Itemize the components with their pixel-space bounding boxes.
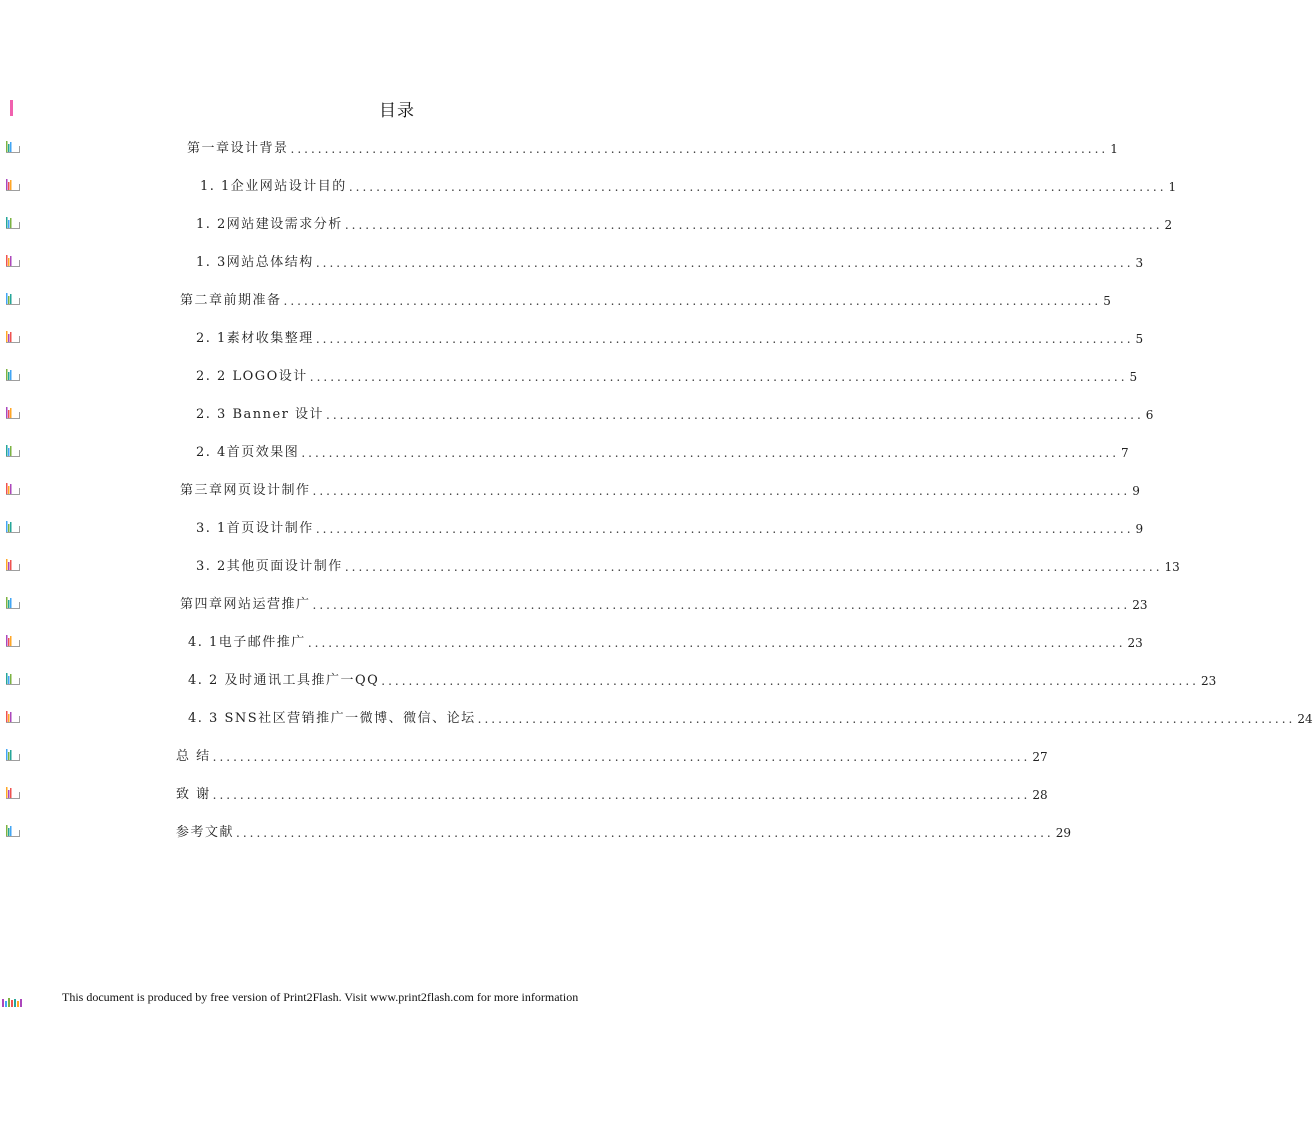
paragraph-marker-icon — [5, 216, 21, 230]
toc-entry[interactable] — [196, 212, 1173, 232]
toc-leader-dots: ........................................................................................................................ — [344, 218, 1163, 232]
toc-entry-page: 23 — [1201, 674, 1217, 688]
toc-entry-label: 1. 3网站总体结构 — [196, 255, 314, 270]
paragraph-marker-icon — [5, 672, 21, 686]
toc-entry[interactable] — [200, 174, 1177, 194]
toc-entry-page: 29 — [1055, 826, 1072, 840]
toc-entry-label: 致 谢 — [176, 787, 211, 802]
paragraph-marker-icon — [5, 824, 21, 838]
toc-entry-label: 4. 2 及时通讯工具推广一QQ — [188, 673, 380, 688]
toc-leader-dots: ........................................................................................................................ — [212, 750, 1031, 764]
paragraph-marker-icon — [5, 368, 21, 382]
print2flash-logo-icon — [2, 992, 24, 1002]
toc-entry-page: 6 — [1145, 408, 1154, 422]
toc-leader-dots: ........................................................................................................................ — [348, 180, 1167, 194]
toc-leader-dots: ........................................................................................................................ — [315, 522, 1134, 536]
paragraph-marker-icon — [5, 178, 21, 192]
toc-leader-dots: ........................................................................................................................ — [236, 826, 1054, 840]
toc-entry[interactable] — [180, 288, 1111, 308]
toc-entry[interactable] — [187, 136, 1118, 156]
paragraph-marker-icon — [5, 254, 21, 268]
toc-leader-dots: ........................................................................................................................ — [326, 408, 1144, 422]
toc-leader-dots: ........................................................................................................................ — [309, 370, 1128, 384]
toc-entry-page: 13 — [1164, 560, 1180, 574]
toc-entry[interactable] — [180, 592, 1148, 612]
toc-entry-label: 2. 4首页效果图 — [196, 445, 300, 460]
toc-entry-label: 2. 1素材收集整理 — [196, 331, 314, 346]
toc-entry-label: 3. 2其他页面设计制作 — [196, 559, 343, 574]
toc-entry[interactable] — [176, 820, 1072, 840]
paragraph-marker-icon — [5, 140, 21, 154]
toc-entry[interactable] — [196, 250, 1144, 270]
toc-entry-label: 4. 3 SNS社区营销推广一微博、微信、论坛 — [188, 711, 476, 726]
toc-entry-label: 第四章网站运营推广 — [180, 597, 311, 612]
paragraph-marker-icon — [5, 444, 21, 458]
toc-entry-page: 2 — [1164, 218, 1173, 232]
watermark-footer: This document is produced by free version of Print2Flash. Visit www.print2flash.com for more information — [62, 990, 579, 1004]
paragraph-marker-icon — [5, 634, 21, 648]
paragraph-marker-icon — [5, 330, 21, 344]
paragraph-marker-icon — [5, 520, 21, 534]
toc-entry[interactable] — [176, 744, 1048, 764]
toc-entry-label: 3. 1首页设计制作 — [196, 521, 314, 536]
toc-leader-dots: ........................................................................................................................ — [301, 446, 1120, 460]
page-title: 目录 — [379, 101, 415, 121]
toc-entry-label: 1. 1企业网站设计目的 — [200, 179, 347, 194]
toc-entry-label: 1. 2网站建设需求分析 — [196, 217, 343, 232]
toc-entry-page: 27 — [1032, 750, 1048, 764]
toc-entry-label: 参考文献 — [176, 825, 235, 840]
toc-entry-page: 1 — [1168, 180, 1177, 194]
toc-entry-label: 2. 3 Banner 设计 — [196, 407, 325, 422]
toc-entry-page: 9 — [1135, 522, 1144, 536]
toc-leader-dots: ........................................................................................................................ — [477, 712, 1296, 726]
paragraph-marker-icon — [5, 558, 21, 572]
toc-leader-dots: ........................................................................................................................ — [315, 256, 1134, 270]
toc-entry[interactable] — [188, 630, 1143, 650]
toc-entry[interactable] — [188, 706, 1313, 726]
toc-leader-dots: ........................................................................................................................ — [381, 674, 1199, 688]
toc-entry-label: 第二章前期准备 — [180, 293, 282, 308]
paragraph-marker-icon — [5, 406, 21, 420]
paragraph-marker-icon — [5, 482, 21, 496]
toc-leader-dots: ........................................................................................................................ — [315, 332, 1134, 346]
paragraph-marker-icon — [5, 710, 21, 724]
toc-leader-dots: ........................................................................................................................ — [344, 560, 1163, 574]
toc-entry[interactable] — [176, 782, 1048, 802]
toc-entry-label: 总 结 — [176, 749, 211, 764]
toc-entry-label: 2. 2 LOGO设计 — [196, 369, 308, 384]
toc-entry-label: 第一章设计背景 — [187, 141, 289, 156]
toc-entry[interactable] — [180, 478, 1140, 498]
toc-entry-page: 28 — [1032, 788, 1048, 802]
toc-entry-page: 5 — [1129, 370, 1138, 384]
toc-entry-page: 7 — [1121, 446, 1129, 460]
toc-leader-dots: ........................................................................................................................ — [290, 142, 1109, 156]
paragraph-marker-icon — [5, 748, 21, 762]
toc-leader-dots: ........................................................................................................................ — [212, 788, 1031, 802]
toc-entry-label: 4. 1电子邮件推广 — [188, 635, 306, 650]
toc-entry-page: 23 — [1127, 636, 1143, 650]
toc-entry-page: 9 — [1132, 484, 1140, 498]
toc-leader-dots: ........................................................................................................................ — [307, 636, 1126, 650]
toc-entry[interactable] — [196, 364, 1138, 384]
paragraph-marker-icon — [5, 786, 21, 800]
toc-entry[interactable] — [196, 326, 1144, 346]
toc-entry-page: 5 — [1103, 294, 1111, 308]
toc-leader-dots: ........................................................................................................................ — [283, 294, 1102, 308]
paragraph-marker-icon — [5, 292, 21, 306]
toc-leader-dots: ........................................................................................................................ — [312, 598, 1131, 612]
toc-entry[interactable] — [188, 668, 1217, 688]
toc-entry[interactable] — [196, 402, 1154, 422]
toc-entry-page: 5 — [1135, 332, 1144, 346]
toc-entry-label: 第三章网页设计制作 — [180, 483, 311, 498]
toc-entry[interactable] — [196, 554, 1180, 574]
toc-entry-page: 3 — [1135, 256, 1144, 270]
toc-entry-page: 23 — [1132, 598, 1148, 612]
toc-entry[interactable] — [196, 440, 1129, 460]
toc-entry-page: 24 — [1297, 712, 1313, 726]
toc-entry[interactable] — [196, 516, 1144, 536]
paragraph-marker-icon — [5, 596, 21, 610]
toc-leader-dots: ........................................................................................................................ — [312, 484, 1131, 498]
toc-entry-page: 1 — [1110, 142, 1118, 156]
